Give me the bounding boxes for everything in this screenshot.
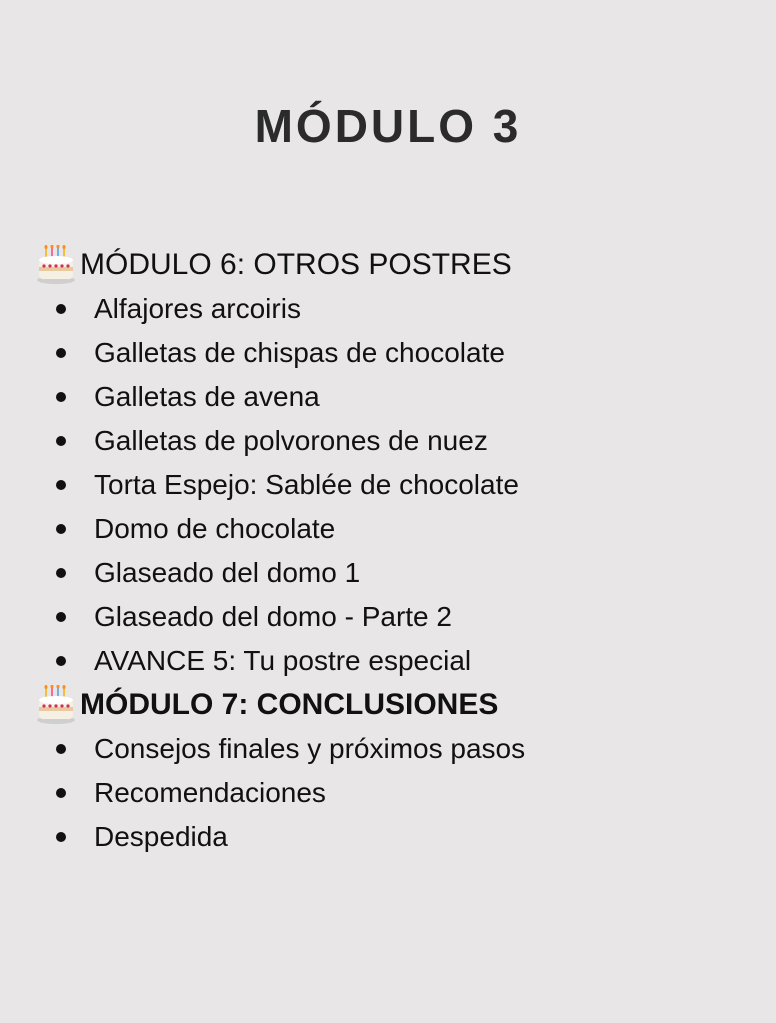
list-item-label: Galletas de chispas de chocolate: [94, 337, 505, 368]
section-heading-modulo-6: [36, 243, 756, 287]
list-item: [36, 331, 756, 375]
list-item-label: Consejos finales y próximos pasos: [94, 733, 526, 764]
bullet: [56, 524, 66, 534]
list-item-label: Glaseado del domo 1: [94, 557, 361, 588]
module-list: [36, 243, 756, 859]
section-heading-modulo-7: [36, 683, 756, 727]
list-item: [36, 507, 756, 551]
bullet: [56, 744, 66, 754]
list-item-label: AVANCE 5: Tu postre especial: [94, 645, 472, 676]
bullet: [56, 832, 66, 842]
bullet: [56, 480, 66, 490]
list-item: [36, 771, 756, 815]
list-item-label: Despedida: [94, 821, 228, 852]
list-item: [36, 287, 756, 331]
list-item: [36, 463, 756, 507]
bullet: [56, 436, 66, 446]
list-item-label: Domo de chocolate: [94, 513, 336, 544]
list-item: [36, 595, 756, 639]
list-item: [36, 375, 756, 419]
bullet: [56, 348, 66, 358]
list-item-label: Galletas de polvorones de nuez: [94, 425, 488, 456]
list-item-label: Alfajores arcoiris: [94, 293, 301, 324]
cake-icon: [36, 245, 76, 285]
list-item-label: Glaseado del domo - Parte 2: [94, 601, 452, 632]
bullet: [56, 612, 66, 622]
bullet: [56, 392, 66, 402]
section-heading-label: MÓDULO 7: CONCLUSIONES: [80, 688, 499, 721]
list-item-label: Recomendaciones: [94, 777, 326, 808]
list-item-label: Torta Espejo: Sablée de chocolate: [94, 469, 519, 500]
page-title: MÓDULO 3: [254, 100, 522, 152]
list-item: [36, 815, 756, 859]
bullet: [56, 788, 66, 798]
cake-icon: [36, 685, 76, 725]
bullet: [56, 304, 66, 314]
list-item: [36, 727, 756, 771]
section-heading-label: MÓDULO 6: OTROS POSTRES: [80, 248, 512, 281]
list-item: [36, 639, 756, 683]
bullet: [56, 568, 66, 578]
list-item: [36, 551, 756, 595]
bullet: [56, 656, 66, 666]
list-item: [36, 419, 756, 463]
list-item-label: Galletas de avena: [94, 381, 320, 412]
